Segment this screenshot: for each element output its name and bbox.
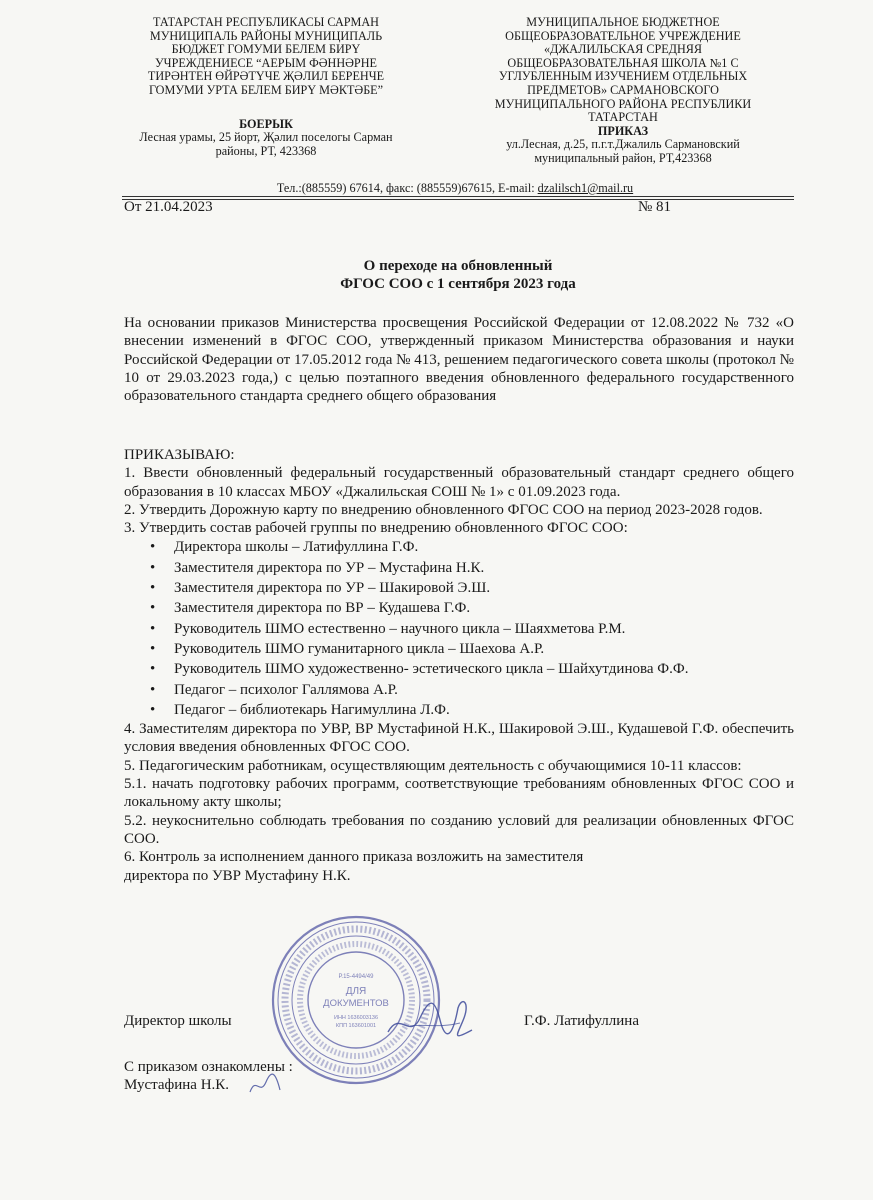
header-left-block	[118, 16, 414, 158]
order-item: 5. Педагогическим работникам, осуществляющим деятельность с обучающимися 10-11 классов:	[124, 757, 742, 774]
list-item: • Педагог – психолог Галлямова А.Р.	[174, 680, 794, 700]
list-item: • Заместителя директора по УР – Шакировой Э.Ш.	[174, 578, 794, 598]
stamp-center-text: ДОКУМЕНТОВ	[323, 998, 389, 1009]
list-item: • Заместителя директора по ВР – Кудашева Г.Ф.	[174, 598, 794, 618]
preamble-paragraph: На основании приказов Министерства просвещения Российской Федерации от 12.08.2022 № 732 «О внесении изменений в ФГОС СОО, утвержденный приказом Министерства образования и науки Российской Федерации от 17.05.2012 года № 413, решением педагогического совета школы (протокол № 10 от 29.03.2023 года,) с целью поэтапного введения обновленного федерального государственного образовательного стандарта среднего общего образования	[124, 315, 794, 405]
header-divider	[122, 196, 794, 197]
acknowledgement-signature	[246, 1070, 286, 1100]
list-item: • Руководитель ШМО художественно- эстетического цикла – Шайхутдинова Ф.Ф.	[174, 659, 794, 679]
list-item: • Педагог – библиотекарь Нагимуллина Л.Ф.	[174, 700, 794, 720]
header-right-line: МУНИЦИПАЛЬНОГО РАЙОНА РЕСПУБЛИКИ	[494, 96, 752, 111]
header-right-line: ПРЕДМЕТОВ» САРМАНОВСКОГО	[527, 82, 719, 97]
header-right-line: МУНИЦИПАЛЬНОЕ БЮДЖЕТНОЕ	[526, 15, 720, 29]
header-left-address: районы, РТ, 423368	[215, 143, 317, 158]
list-item: • Заместителя директора по УР – Мустафина Н.К.	[174, 558, 794, 578]
stamp-inn: ИНН 1636003136	[333, 1015, 379, 1021]
document-title	[122, 257, 794, 293]
header-left-line: ГОМУМИ УРТА БЕЛЕМ БИРҮ МӘКТӘБЕ”	[148, 82, 384, 97]
signatory-title: Директор школы	[124, 1013, 232, 1029]
order-number: № 81	[638, 199, 672, 215]
header-right-line: ОБЩЕОБРАЗОВАТЕЛЬНАЯ ШКОЛА №1 С	[507, 55, 739, 70]
contacts-email-link[interactable]: dzalilsch1@mail.ru	[537, 181, 634, 195]
contacts-text: Тел.:(885559) 67614, факс: (885559)67615, E-mail:	[276, 181, 538, 195]
header-left-address: Лесная урамы, 25 йорт, Җәлил поселогы Сарман	[139, 130, 393, 145]
order-item: 5.2. неукоснительно соблюдать требования по созданию условий для реализации обновленных ФГОС СОО.	[124, 812, 794, 847]
header-right-doc-type: ПРИКАЗ	[597, 123, 649, 138]
header-right-line: УГЛУБЛЕННЫМ ИЗУЧЕНИЕМ ОТДЕЛЬНЫХ	[498, 69, 748, 84]
acknowledgement-name: Мустафина Н.К.	[124, 1077, 230, 1093]
header-contacts	[240, 181, 670, 196]
title-line: ФГОС СОО с 1 сентября 2023 года	[340, 276, 576, 292]
header-left-doc-type: БОЕРЫК	[239, 116, 293, 131]
list-item: • Руководитель ШМО гуманитарного цикла – Шаехова А.Р.	[174, 639, 794, 659]
order-section	[124, 446, 794, 885]
order-item: 3. Утвердить состав рабочей группы по внедрению обновленного ФГОС СОО:	[124, 520, 628, 537]
order-item: директора по УВР Мустафину Н.К.	[124, 867, 351, 884]
header-divider-thin	[122, 199, 794, 200]
order-item: 6. Контроль за исполнением данного приказа возложить на заместителя	[124, 849, 584, 866]
header-left-line: ТАТАРСТАН РЕСПУБЛИКАСЫ САРМАН	[153, 15, 379, 29]
stamp-kpp: КПП 163601001	[335, 1023, 377, 1029]
list-item: • Руководитель ШМО естественно – научного цикла – Шаяхметова Р.М.	[174, 619, 794, 639]
acknowledgement-title: С приказом ознакомлены :	[124, 1059, 293, 1075]
working-group-list	[124, 537, 794, 720]
director-signature	[380, 990, 480, 1050]
header-right-line: ТАТАРСТАН	[588, 110, 658, 125]
order-item: 1. Ввести обновленный федеральный государственный образовательный стандарт среднего общего образования в 10 классах МБОУ «Джалильская СОШ № 1» с 01.09.2023 года.	[124, 465, 794, 500]
order-item: 5.1. начать подготовку рабочих программ, соответствующие требованиям обновленных ФГОС СОО и локальному акту школы;	[124, 776, 794, 811]
header-right-line: «ДЖАЛИЛЬСКАЯ СРЕДНЯЯ	[543, 42, 703, 57]
order-date: От 21.04.2023	[124, 199, 213, 215]
stamp-center-text: ДЛЯ	[345, 986, 367, 997]
stamp-code: Р.15-4494/49	[338, 974, 374, 980]
list-item: • Директора школы – Латифуллина Г.Ф.	[174, 537, 794, 557]
header-right-address: ул.Лесная, д.25, п.г.т.Джалиль Сармановский	[506, 137, 740, 152]
header-left-line: ТИРӘНТЕН ӨЙРӘТҮЧЕ ҖӘЛИЛ БЕРЕНЧЕ	[147, 69, 385, 84]
header-right-line: ОБЩЕОБРАЗОВАТЕЛЬНОЕ УЧРЕЖДЕНИЕ	[505, 28, 741, 43]
header-left-line: БЮДЖЕТ ГОМУМИ БЕЛЕМ БИРҮ	[171, 42, 361, 57]
order-item: 4. Заместителям директора по УВР, ВР Мустафиной Н.К., Шакировой Э.Ш., Кудашевой Г.Ф. обеспечить условия введения обновленных ФГОС СОО.	[124, 721, 794, 756]
order-item: 2. Утвердить Дорожную карту по внедрению обновленного ФГОС СОО на период 2023-2028 годов.	[124, 501, 763, 518]
order-heading: ПРИКАЗЫВАЮ:	[124, 447, 235, 463]
signatory-name: Г.Ф. Латифуллина	[524, 1013, 639, 1029]
header-left-line: МУНИЦИПАЛЬ РАЙОНЫ МУНИЦИПАЛЬ	[149, 28, 383, 43]
header-left-line: УЧРЕЖДЕНИЕСЕ “АЕРЫМ ФӘННӘРНЕ	[155, 55, 377, 70]
header-right-address: муниципальный район, РТ,423368	[534, 150, 712, 165]
title-line: О переходе на обновленный	[363, 258, 553, 274]
header-right-block	[464, 16, 782, 166]
